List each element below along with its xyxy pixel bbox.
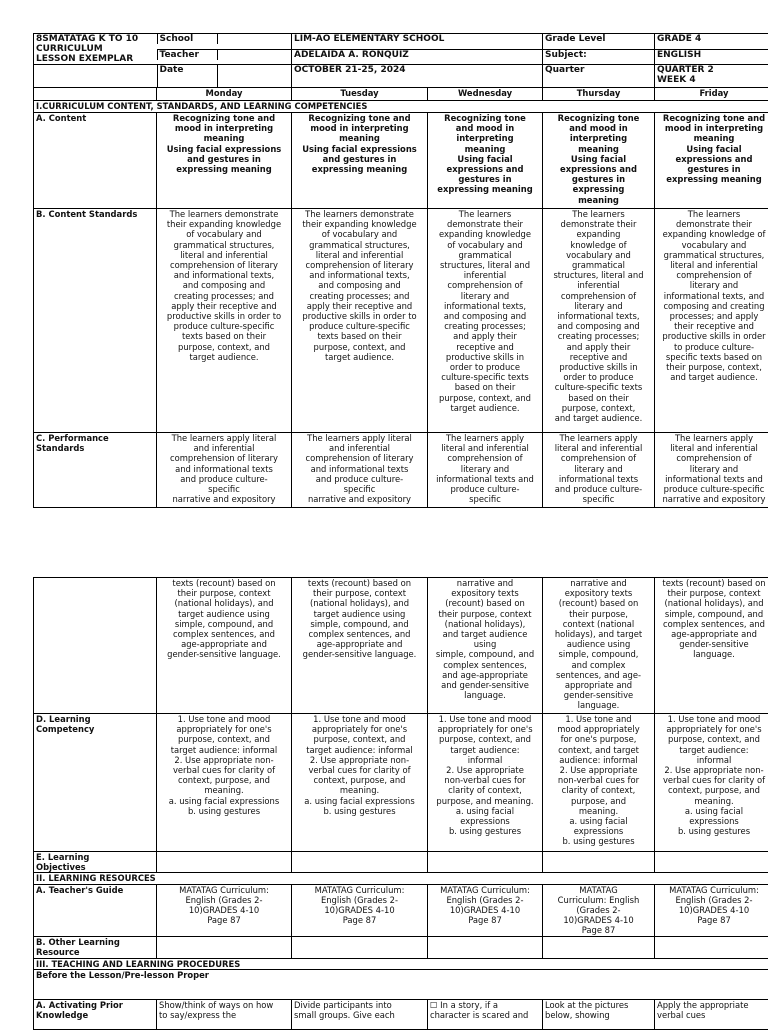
performance-cont-monday: texts (recount) based on their purpose, context (national holidays), and target audience using simple, compound, and complex sentences, and age-appropriate and gender-sensitive language. — [157, 578, 292, 714]
performance-cont-thursday: narrative and expository texts (recount) based on their purpose, context (national holidays), and target audience using simple, compound, and complex sentences, and age- appropriate and gender-sensitive language. — [543, 578, 655, 714]
row-label-learning-objectives: E. Learning Objectives — [34, 852, 157, 873]
content-standards-friday: The learners demonstrate their expanding knowledge of vocabulary and grammatical structures, literal and inferential comprehension of literary and informational texts, and composing and creating processes; and apply their receptive and productive skills in order to produce culture- specific texts based on their purpose, context, and target audience. — [655, 209, 768, 433]
lesson-title: 8SMATATAG K TO 10 CURRICULUM LESSON EXEMPLAR — [34, 34, 157, 65]
objectives-monday — [157, 852, 292, 873]
performance-cont-friday: texts (recount) based on their purpose, context (national holidays), and simple, compound, and complex sentences, and age-appropriate and gender-sensitive language. — [655, 578, 768, 714]
performance-standards-thursday: The learners apply literal and inferential comprehension of literary and informational texts and produce culture- specific — [543, 433, 655, 508]
content-standards-monday: The learners demonstrate their expanding knowledge of vocabulary and grammatical structures, literal and inferential comprehension of literary and informational texts, and composing and creating processes; and apply their receptive and productive skills in order to produce culture-specific texts based on their purpose, context, and target audience. — [157, 209, 292, 433]
lesson-table-page-2 — [33, 577, 768, 1030]
row-label-performance-cont — [34, 578, 157, 714]
teachers-guide-tuesday: MATATAG Curriculum: English (Grades 2- 10)GRADES 4-10 Page 87 — [292, 884, 428, 936]
lesson-table-page-1 — [33, 33, 768, 508]
subject-value: ENGLISH — [655, 49, 768, 65]
date-value: OCTOBER 21-25, 2024 — [292, 65, 543, 88]
performance-standards-tuesday: The learners apply literal and inferential comprehension of literary and informational texts and produce culture- specific narrative and expository — [292, 433, 428, 508]
objectives-friday — [655, 852, 768, 873]
activating-friday: Apply the appropriate verbal cues — [655, 999, 768, 1029]
competency-monday: 1. Use tone and mood appropriately for one's purpose, context, and target audience: informal 2. Use appropriate non- verbal cues for clarity of context, purpose, and meaning. a. using facial expressions b. using gestures — [157, 714, 292, 852]
school-value-a — [217, 34, 291, 44]
quarter-label: Quarter — [543, 65, 655, 88]
row-label-activating-prior-knowledge: A. Activating Prior Knowledge — [34, 999, 157, 1029]
day-header-blank — [34, 88, 157, 101]
day-header-monday: Monday — [157, 88, 292, 101]
teachers-guide-thursday: MATATAG Curriculum: English (Grades 2- 10)GRADES 4-10 Page 87 — [543, 884, 655, 936]
school-label: School — [157, 34, 217, 44]
date-value-a — [217, 65, 291, 87]
day-header-tuesday: Tuesday — [292, 88, 428, 101]
section-curriculum: I.CURRICULUM CONTENT, STANDARDS, AND LEARNING COMPETENCIES — [34, 101, 768, 113]
performance-standards-friday: The learners apply literal and inferential comprehension of literary and informational texts and produce culture-specific narrative and expository — [655, 433, 768, 508]
objectives-tuesday — [292, 852, 428, 873]
activating-monday: Show/think of ways on how to say/express the — [157, 999, 292, 1029]
competency-tuesday: 1. Use tone and mood appropriately for one's purpose, context, and target audience: informal 2. Use appropriate non- verbal cues for clarity of context, purpose, and meaning. a. using facial expressions b. using gestures — [292, 714, 428, 852]
teachers-guide-friday: MATATAG Curriculum: English (Grades 2- 10)GRADES 4-10 Page 87 — [655, 884, 768, 936]
other-resources-wednesday — [428, 936, 543, 958]
row-label-content: A. Content — [34, 113, 157, 209]
title-spacer — [34, 65, 157, 88]
other-resources-monday — [157, 936, 292, 958]
day-header-friday: Friday — [655, 88, 768, 101]
objectives-thursday — [543, 852, 655, 873]
teacher-label: Teacher — [157, 50, 217, 60]
other-resources-tuesday — [292, 936, 428, 958]
content-standards-wednesday: The learners demonstrate their expanding knowledge of vocabulary and grammatical structures, literal and inferential comprehension of literary and informational texts, and composing and creating processes; and apply their receptive and productive skills in order to produce culture-specific texts based on their purpose, context, and target audience. — [428, 209, 543, 433]
content-cell-monday: Recognizing tone and mood in interpreting meaning Using facial expressions and gestures in expressing meaning — [157, 113, 292, 209]
section-teaching-procedures: III. TEACHING AND LEARNING PROCEDURES — [34, 958, 768, 969]
row-label-learning-competency: D. Learning Competency — [34, 714, 157, 852]
activating-tuesday: Divide participants into small groups. Give each — [292, 999, 428, 1029]
performance-standards-monday: The learners apply literal and inferential comprehension of literary and informational texts and produce culture- specific narrative and expository — [157, 433, 292, 508]
subject-label: Subject: — [543, 49, 655, 65]
row-label-content-standards: B. Content Standards — [34, 209, 157, 433]
content-cell-wednesday: Recognizing tone and mood in interpreting meaning Using facial expressions and gestures in expressing meaning — [428, 113, 543, 209]
competency-wednesday: 1. Use tone and mood appropriately for one's purpose, context, and target audience: informal 2. Use appropriate non-verbal cues for clarity of context, purpose, and meaning. a. using facial expressions b. using gestures — [428, 714, 543, 852]
teacher-value-a — [217, 50, 291, 60]
competency-friday: 1. Use tone and mood appropriately for one's purpose, context, and target audience: informal 2. Use appropriate non- verbal cues for clarity of context, purpose, and meaning. a. using facial expressions b. using gestures — [655, 714, 768, 852]
quarter-value: QUARTER 2 WEEK 4 — [655, 65, 768, 88]
content-cell-friday: Recognizing tone and mood in interpreting meaning Using facial expressions and gestures in expressing meaning — [655, 113, 768, 209]
content-standards-thursday: The learners demonstrate their expanding knowledge of vocabulary and grammatical structures, literal and inferential comprehension of literary and informational texts, and composing and creating processes; and apply their receptive and productive skills in order to produce culture-specific texts based on their purpose, context, and target audience. — [543, 209, 655, 433]
content-cell-thursday: Recognizing tone and mood in interpreting meaning Using facial expressions and gestures in expressing meaning — [543, 113, 655, 209]
activating-wednesday: ☐ In a story, if a character is scared and — [428, 999, 543, 1029]
content-cell-tuesday: Recognizing tone and mood in interpreting meaning Using facial expressions and gestures in expressing meaning — [292, 113, 428, 209]
teacher-value: ADELAIDA A. RONQUIZ — [292, 49, 543, 65]
section-before-lesson: Before the Lesson/Pre-lesson Proper — [34, 969, 768, 999]
date-label: Date — [157, 65, 217, 87]
teachers-guide-wednesday: MATATAG Curriculum: English (Grades 2- 10)GRADES 4-10 Page 87 — [428, 884, 543, 936]
row-label-teachers-guide: A. Teacher's Guide — [34, 884, 157, 936]
row-label-other-resources: B. Other Learning Resource — [34, 936, 157, 958]
content-standards-tuesday: The learners demonstrate their expanding knowledge of vocabulary and grammatical structures, literal and inferential comprehension of literary and informational texts, and composing and creating processes; and apply their receptive and productive skills in order to produce culture-specific texts based on their purpose, context, and target audience. — [292, 209, 428, 433]
teachers-guide-monday: MATATAG Curriculum: English (Grades 2- 10)GRADES 4-10 Page 87 — [157, 884, 292, 936]
grade-label: Grade Level — [543, 34, 655, 50]
activating-thursday: Look at the pictures below, showing — [543, 999, 655, 1029]
day-header-thursday: Thursday — [543, 88, 655, 101]
objectives-wednesday — [428, 852, 543, 873]
other-resources-thursday — [543, 936, 655, 958]
performance-cont-tuesday: texts (recount) based on their purpose, context (national holidays), and target audience using simple, compound, and complex sentences, and age-appropriate and gender-sensitive language. — [292, 578, 428, 714]
school-value: LIM-AO ELEMENTARY SCHOOL — [292, 34, 543, 50]
other-resources-friday — [655, 936, 768, 958]
row-label-performance-standards: C. Performance Standards — [34, 433, 157, 508]
grade-value: GRADE 4 — [655, 34, 768, 50]
day-header-wednesday: Wednesday — [428, 88, 543, 101]
performance-standards-wednesday: The learners apply literal and inferential comprehension of literary and informational texts and produce culture- specific — [428, 433, 543, 508]
competency-thursday: 1. Use tone and mood appropriately for one's purpose, context, and target audience: informal 2. Use appropriate non-verbal cues for clarity of context, purpose, and meaning. a. using facial expressions b. using gestures — [543, 714, 655, 852]
section-learning-resources: II. LEARNING RESOURCES — [34, 873, 768, 884]
performance-cont-wednesday: narrative and expository texts (recount) based on their purpose, context (national holidays), and target audience using simple, compound, and complex sentences, and age-appropriate and gender-sensitive language. — [428, 578, 543, 714]
